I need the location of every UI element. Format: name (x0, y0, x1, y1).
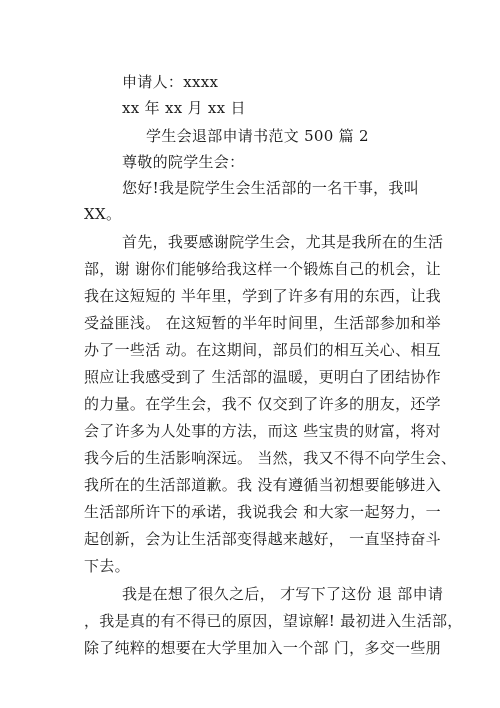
paragraph-2-line-2: 部，谢 谢你们能够给我这样一个锻炼自己的机会，让 (84, 260, 441, 278)
paragraph-2-line-9: 我今后的生活影响深远。 当然，我又不得不向学生会、 (84, 449, 457, 467)
paragraph-2-line-1: 首先，我要感谢院学生会，尤其是我所在的生活 (122, 233, 444, 251)
paragraph-2-line-7: 的力量。在学生会，我不 仅交到了许多的朋友，还学 (84, 395, 441, 413)
paragraph-2-line-3: 我在这短短的 半年里，学到了许多有用的东西，让我 (84, 287, 441, 305)
paragraph-3-line-1: 我是在想了很久之后， 才写下了这份 退 部申请 (122, 585, 444, 603)
paragraph-3-line-2: ，我是真的有不得已的原因，望谅解! 最初进入生活部， (84, 612, 463, 630)
document-title: 学生会退部申请书范文 500 篇 2 (146, 127, 369, 145)
paragraph-2-line-5: 办了一些活 动。在这期间，部员们的相互关心、相互 (84, 341, 441, 359)
date-line: xx 年 xx 月 xx 日 (122, 99, 246, 117)
paragraph-1-line-1: 您好!我是院学生会生活部的一名干事，我叫 (122, 179, 420, 197)
salutation: 尊敬的院学生会： (122, 153, 245, 171)
paragraph-2-line-8: 会了许多为人处事的方法，而这 些宝贵的财富，将对 (84, 422, 441, 440)
paragraph-2-line-6: 照应让我感受到了 生活部的温暖，更明白了团结协作 (84, 368, 441, 386)
paragraph-2-line-13: 下去。 (84, 557, 130, 575)
paragraph-2-line-10: 我所在的生活部道歉。我 没有遵循当初想要能够进入 (84, 476, 441, 494)
applicant-line: 申请人：xxxx (122, 73, 219, 91)
paragraph-2-line-4: 受益匪浅。 在这短暂的半年时间里，生活部参加和举 (84, 314, 441, 332)
paragraph-2-line-11: 生活部所许下的承诺，我说我会 和大家一起努力，一 (84, 503, 441, 521)
paragraph-3-line-3: 除了纯粹的想要在大学里加入一个部 门，多交一些朋 (84, 639, 441, 657)
paragraph-2-line-12: 起创新，会为让生活部变得越来越好， 一直坚持奋斗 (84, 530, 441, 548)
paragraph-1-line-2: XX。 (84, 205, 122, 223)
